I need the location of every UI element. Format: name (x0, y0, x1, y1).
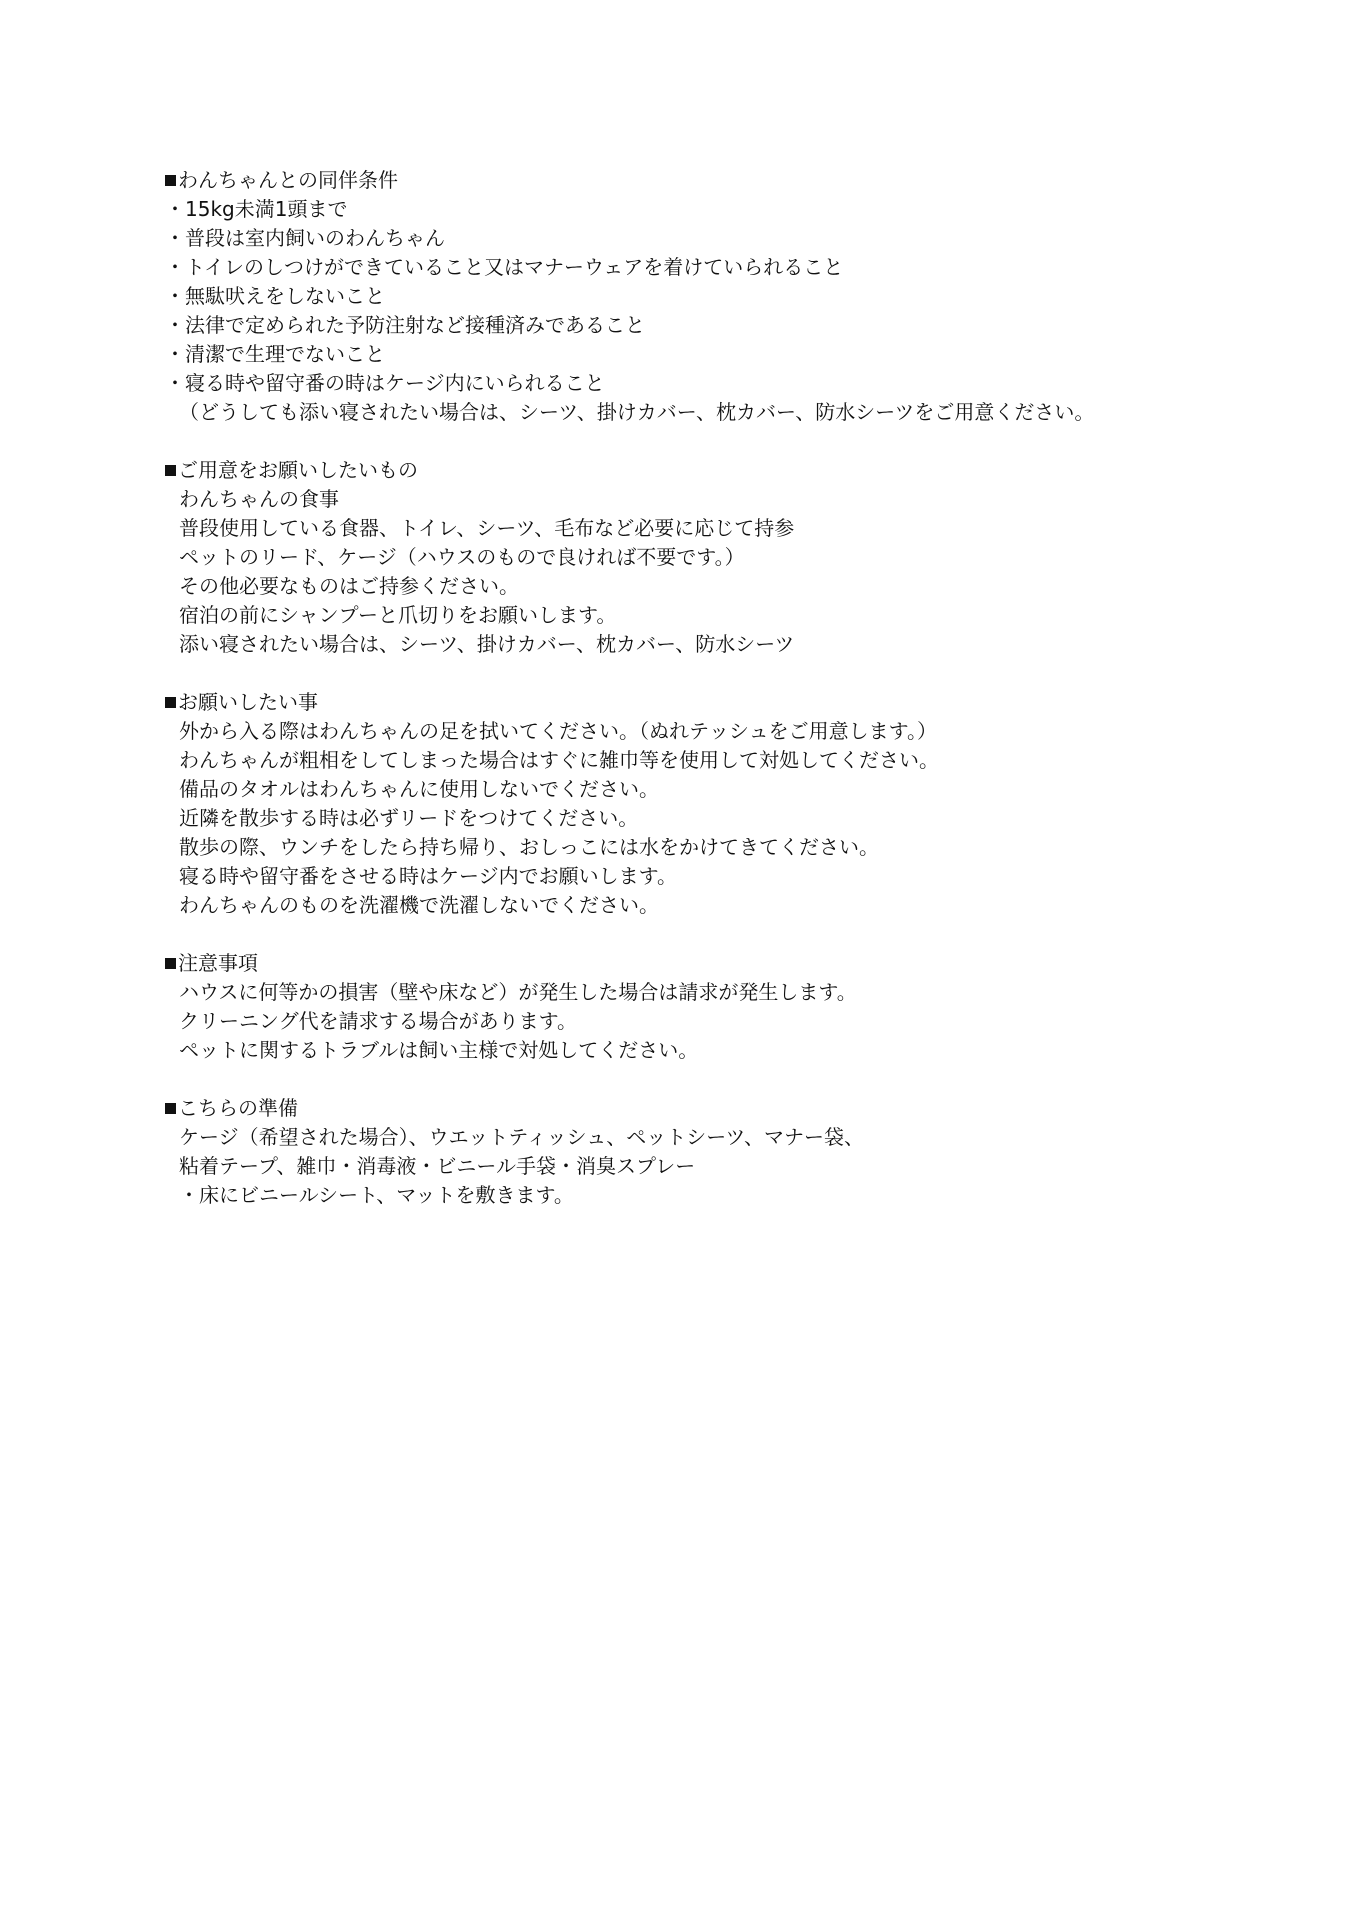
text-line: わんちゃんの食事 (179, 487, 339, 511)
text-line: わんちゃんが粗相をしてしまった場合はすぐに雑巾等を使用して対処してください。 (179, 748, 939, 772)
section-heading-text: 注意事項 (178, 951, 258, 975)
text-line: 添い寝されたい場合は、シーツ、掛けカバー、枕カバー、防水シーツ (179, 632, 795, 656)
section-heading (165, 688, 1315, 717)
text-line: ・清潔で生理でないこと (165, 342, 385, 366)
text-line: ・床にビニールシート、マットを敷きます。 (179, 1183, 574, 1207)
section (165, 688, 1315, 920)
text-line: 寝る時や留守番をさせる時はケージ内でお願いします。 (179, 864, 677, 888)
text-line: わんちゃんのものを洗濯機で洗濯しないでください。 (179, 893, 659, 917)
text-line: 外から入る際はわんちゃんの足を拭いてください。（ぬれテッシュをご用意します。） (179, 719, 937, 743)
text-line: ・法律で定められた予防注射など接種済みであること (165, 313, 645, 337)
section-heading-text: こちらの準備 (178, 1096, 298, 1120)
section-heading (165, 166, 1315, 195)
text-line: ・15kg未満1頭まで (165, 197, 348, 221)
text-line: ペットに関するトラブルは飼い主様で対処してください。 (179, 1038, 699, 1062)
text-line: クリーニング代を請求する場合があります。 (179, 1009, 577, 1033)
square-bullet-icon (165, 175, 176, 186)
section (165, 456, 1315, 659)
section-heading-text: ご用意をお願いしたいもの (178, 458, 418, 482)
text-line: ハウスに何等かの損害（壁や床など）が発生した場合は請求が発生します。 (179, 980, 857, 1004)
text-line: 普段使用している食器、トイレ、シーツ、毛布など必要に応じて持参 (179, 516, 795, 540)
text-line: ケージ（希望された場合）、ウエットティッシュ、ペットシーツ、マナー袋、 (179, 1125, 864, 1149)
text-line: ・普段は室内飼いのわんちゃん (165, 226, 445, 250)
square-bullet-icon (165, 697, 176, 708)
square-bullet-icon (165, 958, 176, 969)
text-line: 近隣を散歩する時は必ずリードをつけてください。 (179, 806, 639, 830)
text-line: ・寝る時や留守番の時はケージ内にいられること (165, 371, 605, 395)
section-heading (165, 949, 1315, 978)
text-line: その他必要なものはご持参ください。 (179, 574, 519, 598)
text-line: （どうしても添い寝されたい場合は、シーツ、掛けカバー、枕カバー、防水シーツをご用意ください。 (179, 400, 1095, 424)
text-line: ・無駄吠えをしないこと (165, 284, 385, 308)
document-page (165, 166, 1315, 1239)
section (165, 949, 1315, 1065)
section-heading (165, 456, 1315, 485)
text-line: 備品のタオルはわんちゃんに使用しないでください。 (179, 777, 659, 801)
section (165, 166, 1315, 427)
section-heading-text: わんちゃんとの同伴条件 (178, 168, 398, 192)
text-line: 散歩の際、ウンチをしたら持ち帰り、おしっこには水をかけてきてください。 (179, 835, 879, 859)
text-line: ・トイレのしつけができていること又はマナーウェアを着けていられること (165, 255, 844, 279)
text-line: 粘着テープ、雑巾・消毒液・ビニール手袋・消臭スプレー (179, 1154, 696, 1178)
section-heading (165, 1094, 1315, 1123)
section-heading-text: お願いしたい事 (178, 690, 318, 714)
square-bullet-icon (165, 465, 176, 476)
text-line: 宿泊の前にシャンプーと爪切りをお願いします。 (179, 603, 617, 627)
section (165, 1094, 1315, 1210)
square-bullet-icon (165, 1103, 176, 1114)
text-line: ペットのリード、ケージ（ハウスのもので良ければ不要です。） (179, 545, 745, 569)
